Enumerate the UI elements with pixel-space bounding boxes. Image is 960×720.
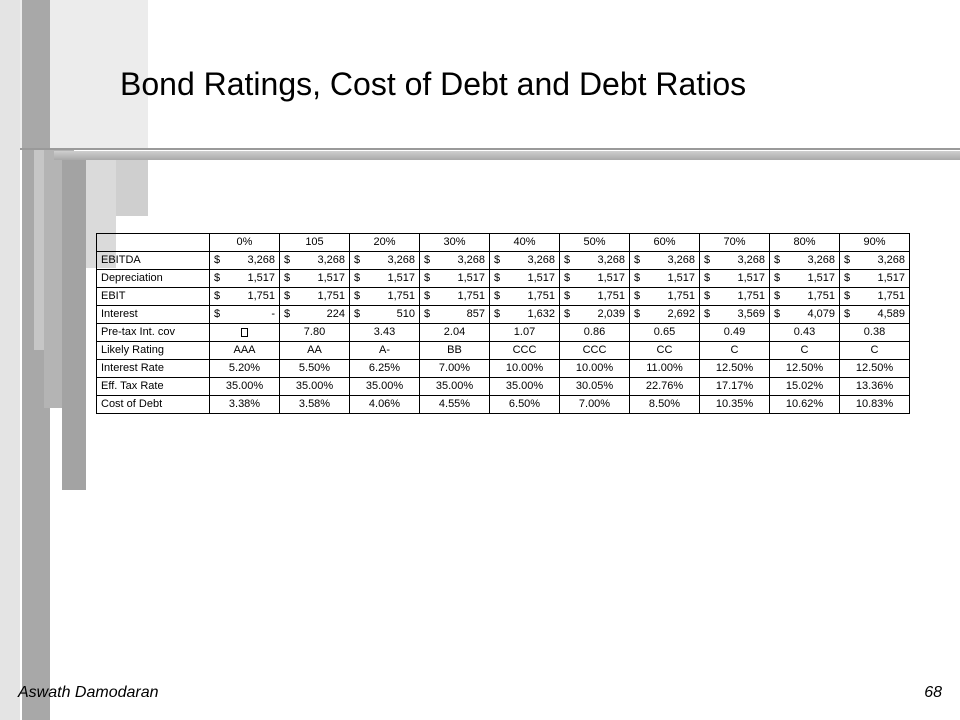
table-cell: 0.86: [560, 324, 630, 342]
currency-symbol: $: [634, 254, 641, 266]
cell-value: 510: [396, 308, 415, 320]
table-cell: [840, 288, 910, 306]
table-cell: 35.00%: [280, 378, 350, 396]
currency-symbol: $: [564, 290, 571, 302]
currency-symbol: $: [354, 308, 361, 320]
table-cell: [210, 288, 280, 306]
table-cell: 35.00%: [490, 378, 560, 396]
table-cell: [210, 324, 280, 342]
currency-symbol: $: [354, 272, 361, 284]
cell-value: 3,268: [247, 254, 275, 266]
table-cell: [770, 306, 840, 324]
currency-symbol: $: [494, 308, 501, 320]
cell-value: 1,751: [317, 290, 345, 302]
currency-symbol: $: [844, 254, 851, 266]
currency-symbol: $: [284, 290, 291, 302]
cell-value: 1,751: [457, 290, 485, 302]
table-cell: [490, 288, 560, 306]
cell-value: 1,751: [877, 290, 905, 302]
row-label: EBITDA: [97, 252, 210, 270]
table-cell: [630, 270, 700, 288]
table-cell: [560, 252, 630, 270]
table-cell: [560, 270, 630, 288]
table-cell: [210, 252, 280, 270]
header-cell: 40%: [490, 234, 560, 252]
header-cell: 90%: [840, 234, 910, 252]
table-cell: [840, 306, 910, 324]
table-cell: [770, 252, 840, 270]
table-cell: [840, 270, 910, 288]
table-row: [97, 342, 910, 360]
table-cell: 13.36%: [840, 378, 910, 396]
currency-symbol: $: [704, 308, 711, 320]
table-cell: 3.58%: [280, 396, 350, 414]
cell-value: 1,632: [527, 308, 555, 320]
table-cell: AA: [280, 342, 350, 360]
footer-author: Aswath Damodaran: [18, 684, 159, 701]
table-cell: [420, 288, 490, 306]
table-cell: 12.50%: [840, 360, 910, 378]
table-cell: [700, 306, 770, 324]
table-cell: 17.17%: [700, 378, 770, 396]
currency-symbol: $: [214, 254, 221, 266]
cell-value: -: [271, 308, 275, 320]
currency-symbol: $: [214, 272, 221, 284]
table-row: [97, 306, 910, 324]
row-label: EBIT: [97, 288, 210, 306]
table-cell: 35.00%: [210, 378, 280, 396]
table-row: [97, 270, 910, 288]
table-cell: [280, 306, 350, 324]
currency-symbol: $: [424, 290, 431, 302]
currency-symbol: $: [774, 272, 781, 284]
table-cell: 3.38%: [210, 396, 280, 414]
table-cell: CC: [630, 342, 700, 360]
currency-symbol: $: [494, 254, 501, 266]
cell-value: 1,517: [597, 272, 625, 284]
table-cell: AAA: [210, 342, 280, 360]
table-row: [97, 288, 910, 306]
cell-value: 1,751: [667, 290, 695, 302]
table-cell: CCC: [560, 342, 630, 360]
currency-symbol: $: [424, 254, 431, 266]
cell-value: 4,079: [807, 308, 835, 320]
currency-symbol: $: [564, 272, 571, 284]
row-label: Interest Rate: [97, 360, 210, 378]
table-cell: [560, 288, 630, 306]
currency-symbol: $: [354, 254, 361, 266]
currency-symbol: $: [704, 272, 711, 284]
currency-symbol: $: [844, 290, 851, 302]
table-cell: [210, 306, 280, 324]
table-cell: 12.50%: [700, 360, 770, 378]
cell-value: 857: [466, 308, 485, 320]
table-cell: 0.49: [700, 324, 770, 342]
table-cell: 10.35%: [700, 396, 770, 414]
table-cell: 8.50%: [630, 396, 700, 414]
row-label: Depreciation: [97, 270, 210, 288]
currency-symbol: $: [704, 290, 711, 302]
row-label: Eff. Tax Rate: [97, 378, 210, 396]
table-cell: [840, 252, 910, 270]
currency-symbol: $: [494, 272, 501, 284]
cell-value: 3,268: [807, 254, 835, 266]
currency-symbol: $: [844, 272, 851, 284]
row-label: Interest: [97, 306, 210, 324]
header-corner-cell: [97, 234, 210, 252]
table-cell: [350, 288, 420, 306]
table-cell: C: [700, 342, 770, 360]
table-cell: [770, 270, 840, 288]
infinity-box-icon: [241, 328, 248, 337]
cell-value: 3,268: [597, 254, 625, 266]
table-header-row: [97, 234, 910, 252]
table-cell: 7.80: [280, 324, 350, 342]
currency-symbol: $: [704, 254, 711, 266]
table-cell: 6.50%: [490, 396, 560, 414]
header-cell: 70%: [700, 234, 770, 252]
table-cell: 10.83%: [840, 396, 910, 414]
table-cell: 2.04: [420, 324, 490, 342]
cell-value: 1,517: [387, 272, 415, 284]
table-cell: 35.00%: [420, 378, 490, 396]
currency-symbol: $: [284, 272, 291, 284]
currency-symbol: $: [354, 290, 361, 302]
cell-value: 2,039: [597, 308, 625, 320]
currency-symbol: $: [774, 308, 781, 320]
cell-value: 4,589: [877, 308, 905, 320]
currency-symbol: $: [634, 290, 641, 302]
table-cell: A-: [350, 342, 420, 360]
cell-value: 1,517: [667, 272, 695, 284]
table-cell: 6.25%: [350, 360, 420, 378]
currency-symbol: $: [564, 308, 571, 320]
debt-ratio-table: [96, 233, 910, 414]
table-row: [97, 360, 910, 378]
table-cell: [280, 270, 350, 288]
table-cell: [420, 270, 490, 288]
table-cell: [350, 252, 420, 270]
cell-value: 3,268: [317, 254, 345, 266]
table-cell: [420, 252, 490, 270]
table-cell: [350, 270, 420, 288]
table-cell: [280, 288, 350, 306]
table-row: [97, 396, 910, 414]
header-cell: 20%: [350, 234, 420, 252]
table-cell: [700, 270, 770, 288]
currency-symbol: $: [214, 308, 221, 320]
table-cell: C: [840, 342, 910, 360]
currency-symbol: $: [564, 254, 571, 266]
cell-value: 1,517: [527, 272, 555, 284]
cell-value: 3,268: [387, 254, 415, 266]
decor-bar-e: [62, 160, 86, 490]
currency-symbol: $: [214, 290, 221, 302]
title-rule-thin: [20, 148, 960, 150]
table-cell: 1.07: [490, 324, 560, 342]
table-row: [97, 378, 910, 396]
cell-value: 3,268: [527, 254, 555, 266]
cell-value: 3,268: [457, 254, 485, 266]
table-cell: CCC: [490, 342, 560, 360]
table-cell: [420, 306, 490, 324]
currency-symbol: $: [424, 308, 431, 320]
table-cell: 5.20%: [210, 360, 280, 378]
currency-symbol: $: [494, 290, 501, 302]
table-cell: 10.62%: [770, 396, 840, 414]
row-label: Cost of Debt: [97, 396, 210, 414]
table-cell: [770, 288, 840, 306]
table-cell: [560, 306, 630, 324]
table-cell: C: [770, 342, 840, 360]
table-cell: 11.00%: [630, 360, 700, 378]
cell-value: 3,268: [737, 254, 765, 266]
table-cell: 0.65: [630, 324, 700, 342]
cell-value: 1,751: [247, 290, 275, 302]
table-cell: [700, 252, 770, 270]
table-row: [97, 252, 910, 270]
cell-value: 1,517: [877, 272, 905, 284]
table-cell: 22.76%: [630, 378, 700, 396]
cell-value: 1,751: [387, 290, 415, 302]
cell-value: 1,517: [247, 272, 275, 284]
table-cell: [700, 288, 770, 306]
table-cell: [210, 270, 280, 288]
currency-symbol: $: [774, 290, 781, 302]
table-cell: [350, 306, 420, 324]
table-cell: 4.06%: [350, 396, 420, 414]
table-cell: [630, 252, 700, 270]
row-label: Likely Rating: [97, 342, 210, 360]
slide-title: Bond Ratings, Cost of Debt and Debt Ratios: [120, 66, 747, 102]
table-cell: 5.50%: [280, 360, 350, 378]
table-cell: 4.55%: [420, 396, 490, 414]
cell-value: 1,751: [597, 290, 625, 302]
cell-value: 1,517: [807, 272, 835, 284]
table-cell: 7.00%: [560, 396, 630, 414]
table-cell: 35.00%: [350, 378, 420, 396]
table-cell: BB: [420, 342, 490, 360]
header-cell: 0%: [210, 234, 280, 252]
table-cell: [490, 270, 560, 288]
table-cell: [630, 306, 700, 324]
table-row: [97, 324, 910, 342]
currency-symbol: $: [634, 272, 641, 284]
table-cell: 15.02%: [770, 378, 840, 396]
cell-value: 3,569: [737, 308, 765, 320]
table-cell: 7.00%: [420, 360, 490, 378]
header-cell: 50%: [560, 234, 630, 252]
decor-bar-a: [0, 0, 20, 720]
cell-value: 3,268: [877, 254, 905, 266]
cell-value: 1,517: [737, 272, 765, 284]
table-cell: 10.00%: [560, 360, 630, 378]
header-cell: 60%: [630, 234, 700, 252]
header-cell: 30%: [420, 234, 490, 252]
table-cell: 10.00%: [490, 360, 560, 378]
cell-value: 1,751: [737, 290, 765, 302]
cell-value: 1,751: [527, 290, 555, 302]
table-cell: 3.43: [350, 324, 420, 342]
table-cell: [490, 252, 560, 270]
footer-page-number: 68: [924, 684, 942, 701]
currency-symbol: $: [634, 308, 641, 320]
table-cell: 12.50%: [770, 360, 840, 378]
cell-value: 1,517: [317, 272, 345, 284]
currency-symbol: $: [774, 254, 781, 266]
table-cell: 30.05%: [560, 378, 630, 396]
cell-value: 3,268: [667, 254, 695, 266]
row-label: Pre-tax Int. cov: [97, 324, 210, 342]
title-rule-thick: [54, 151, 960, 160]
decor-bar-g: [116, 160, 148, 216]
currency-symbol: $: [844, 308, 851, 320]
cell-value: 224: [326, 308, 345, 320]
table-cell: 0.38: [840, 324, 910, 342]
table-cell: [490, 306, 560, 324]
table-cell: 0.43: [770, 324, 840, 342]
cell-value: 2,692: [667, 308, 695, 320]
cell-value: 1,751: [807, 290, 835, 302]
header-cell: 80%: [770, 234, 840, 252]
cell-value: 1,517: [457, 272, 485, 284]
table-cell: [280, 252, 350, 270]
table-cell: [630, 288, 700, 306]
currency-symbol: $: [284, 254, 291, 266]
header-cell: 105: [280, 234, 350, 252]
currency-symbol: $: [284, 308, 291, 320]
currency-symbol: $: [424, 272, 431, 284]
